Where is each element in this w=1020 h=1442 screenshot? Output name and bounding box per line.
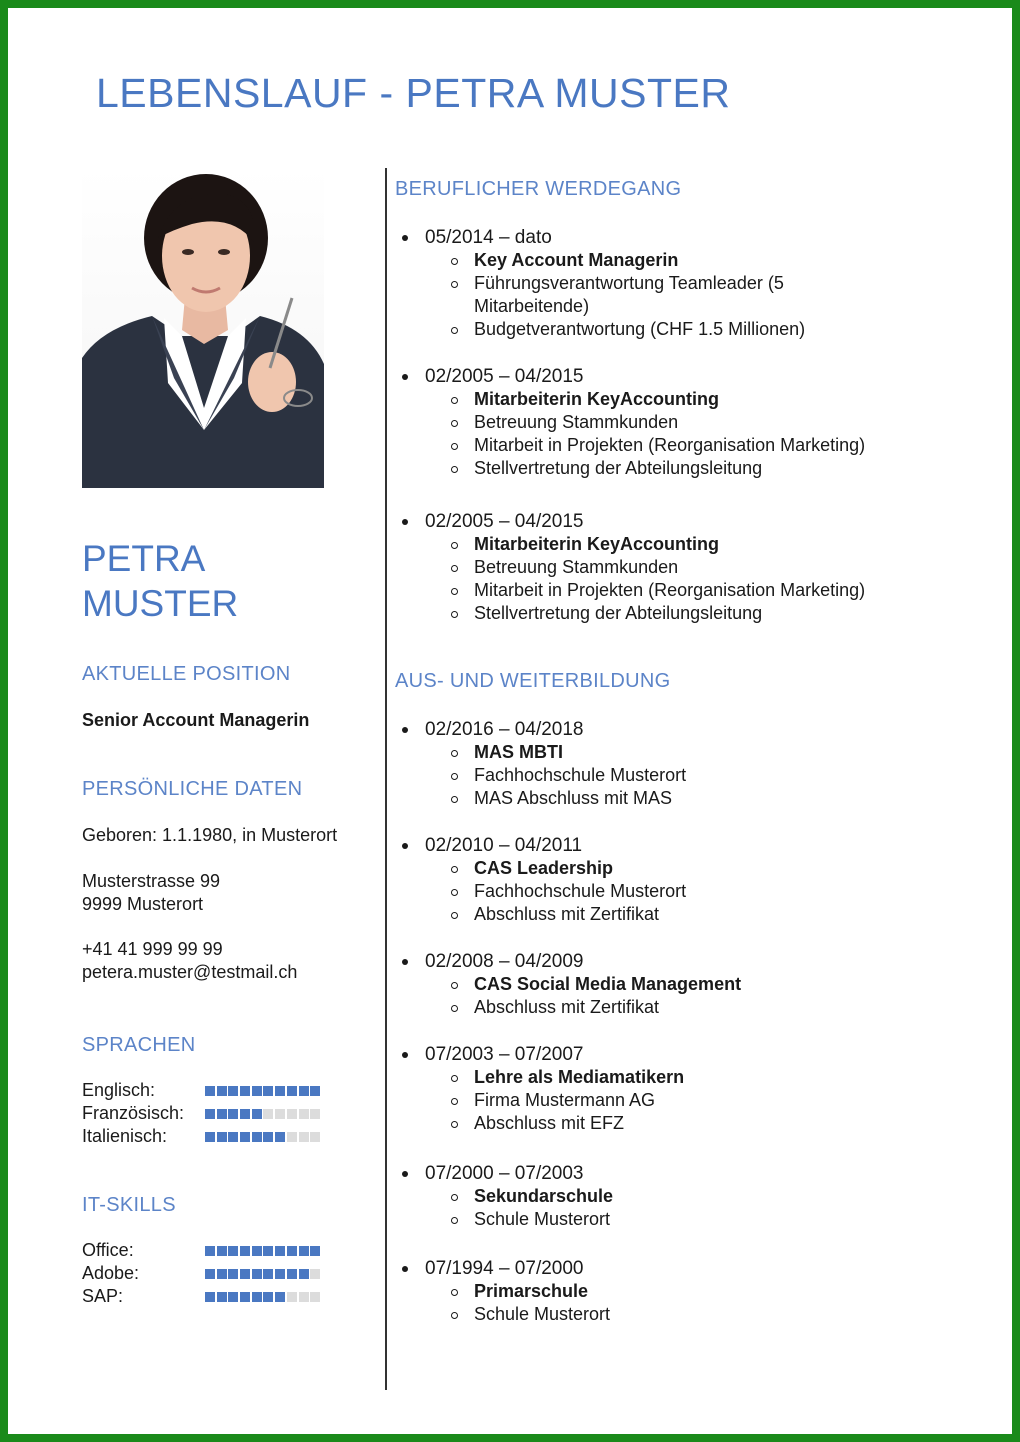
career-heading: BERUFLICHER WERDEGANG — [395, 178, 682, 200]
rating-segment — [263, 1086, 273, 1096]
rating-segment — [275, 1292, 285, 1302]
timeline-entry — [395, 834, 995, 926]
language-row — [82, 1080, 372, 1103]
entry-detail: Führungsverantwortung Teamleader (5 Mitarbeitende) — [395, 272, 894, 318]
languages-heading: SPRACHEN — [82, 1034, 196, 1056]
rating-segment — [275, 1132, 285, 1142]
it-skill-row — [82, 1263, 372, 1286]
rating-segment — [240, 1086, 250, 1096]
timeline-entry — [395, 950, 995, 1019]
rating-segment — [240, 1269, 250, 1279]
rating-segment — [299, 1269, 309, 1279]
rating-segment — [240, 1292, 250, 1302]
rating-segment — [299, 1109, 309, 1119]
rating-segment — [263, 1246, 273, 1256]
person-name — [82, 536, 238, 626]
rating-segment — [263, 1109, 273, 1119]
rating-segment — [228, 1246, 238, 1256]
entry-detail: MAS Abschluss mit MAS — [395, 787, 995, 810]
address-city: 9999 Musterort — [82, 894, 204, 914]
rating-segment — [287, 1269, 297, 1279]
rating-segment — [275, 1086, 285, 1096]
entry-detail: Abschluss mit Zertifikat — [395, 996, 995, 1019]
rating-segment — [263, 1132, 273, 1142]
it-skill-label: Adobe: — [82, 1263, 140, 1283]
rating-segment — [299, 1246, 309, 1256]
it-skill-rating-bar — [205, 1292, 320, 1302]
entry-detail: Stellvertretung der Abteilungsleitung — [395, 457, 995, 480]
entry-detail: Budgetverantwortung (CHF 1.5 Millionen) — [395, 318, 995, 341]
current-position-heading: AKTUELLE POSITION — [82, 663, 291, 685]
entry-detail: Mitarbeit in Projekten (Reorganisation Marketing) — [395, 579, 995, 602]
rating-segment — [275, 1109, 285, 1119]
timeline-entry — [395, 1043, 995, 1135]
address-street: Musterstrasse 99 — [82, 871, 221, 891]
entry-date: 02/2010 – 04/2011 — [395, 834, 995, 857]
language-row — [82, 1103, 372, 1126]
rating-segment — [299, 1292, 309, 1302]
entry-detail: Schule Musterort — [395, 1303, 995, 1326]
timeline-entry — [395, 718, 995, 810]
rating-segment — [217, 1292, 227, 1302]
column-divider — [385, 168, 387, 1390]
rating-segment — [310, 1246, 320, 1256]
rating-segment — [240, 1246, 250, 1256]
entry-date: 05/2014 – dato — [395, 226, 995, 249]
rating-segment — [275, 1269, 285, 1279]
rating-segment — [240, 1132, 250, 1142]
language-label: Französisch: — [82, 1103, 185, 1123]
it-skill-rating-bar — [205, 1269, 320, 1279]
language-row — [82, 1126, 372, 1149]
portrait-illustration — [82, 168, 324, 488]
entry-title: CAS Leadership — [395, 857, 995, 880]
personal-data-heading: PERSÖNLICHE DATEN — [82, 778, 303, 800]
entry-date: 02/2005 – 04/2015 — [395, 510, 995, 533]
rating-segment — [217, 1246, 227, 1256]
current-position-value: Senior Account Managerin — [82, 710, 310, 730]
entry-date: 02/2005 – 04/2015 — [395, 365, 995, 388]
rating-segment — [263, 1292, 273, 1302]
it-skill-row — [82, 1286, 372, 1309]
birth-info: Geboren: 1.1.1980, in Musterort — [82, 825, 338, 845]
rating-segment — [310, 1292, 320, 1302]
rating-segment — [228, 1086, 238, 1096]
profile-photo — [82, 168, 324, 488]
rating-segment — [252, 1109, 262, 1119]
it-skill-rating-bar — [205, 1246, 320, 1256]
rating-segment — [299, 1132, 309, 1142]
rating-segment — [310, 1132, 320, 1142]
rating-segment — [205, 1269, 215, 1279]
email-address: petera.muster@testmail.ch — [82, 962, 298, 982]
rating-segment — [205, 1246, 215, 1256]
entry-detail: Abschluss mit EFZ — [395, 1112, 995, 1135]
entry-title: Mitarbeiterin KeyAccounting — [395, 388, 995, 411]
rating-segment — [228, 1292, 238, 1302]
entry-detail: Betreuung Stammkunden — [395, 411, 995, 434]
language-rating-bar — [205, 1132, 320, 1142]
timeline-entry — [395, 365, 995, 480]
entry-detail: Schule Musterort — [395, 1208, 995, 1231]
it-skills-heading: IT-SKILLS — [82, 1194, 176, 1216]
rating-segment — [287, 1246, 297, 1256]
rating-segment — [252, 1269, 262, 1279]
it-skill-label: SAP: — [82, 1286, 124, 1306]
rating-segment — [310, 1269, 320, 1279]
rating-segment — [252, 1132, 262, 1142]
phone-number: +41 41 999 99 99 — [82, 939, 223, 959]
it-skill-row — [82, 1240, 372, 1263]
rating-segment — [205, 1109, 215, 1119]
rating-segment — [299, 1086, 309, 1096]
entry-detail: Abschluss mit Zertifikat — [395, 903, 995, 926]
rating-segment — [205, 1132, 215, 1142]
language-label: Italienisch: — [82, 1126, 168, 1146]
entry-detail: Firma Mustermann AG — [395, 1089, 995, 1112]
resume-page — [8, 8, 1012, 1434]
rating-segment — [287, 1132, 297, 1142]
entry-date: 02/2016 – 04/2018 — [395, 718, 995, 741]
language-rating-bar — [205, 1086, 320, 1096]
rating-segment — [228, 1269, 238, 1279]
rating-segment — [217, 1269, 227, 1279]
rating-segment — [287, 1086, 297, 1096]
rating-segment — [240, 1109, 250, 1119]
rating-segment — [287, 1292, 297, 1302]
rating-segment — [205, 1086, 215, 1096]
last-name: MUSTER — [82, 583, 239, 624]
rating-segment — [287, 1109, 297, 1119]
rating-segment — [252, 1086, 262, 1096]
entry-title: Sekundarschule — [395, 1185, 995, 1208]
rating-segment — [205, 1292, 215, 1302]
entry-title: Mitarbeiterin KeyAccounting — [395, 533, 995, 556]
entry-detail: Betreuung Stammkunden — [395, 556, 995, 579]
rating-segment — [252, 1246, 262, 1256]
education-heading: AUS- UND WEITERBILDUNG — [395, 670, 671, 692]
rating-segment — [217, 1109, 227, 1119]
entry-date: 02/2008 – 04/2009 — [395, 950, 995, 973]
entry-title: Primarschule — [395, 1280, 995, 1303]
entry-detail: Fachhochschule Musterort — [395, 764, 995, 787]
entry-date: 07/1994 – 07/2000 — [395, 1257, 995, 1280]
language-rating-bar — [205, 1109, 320, 1119]
entry-date: 07/2000 – 07/2003 — [395, 1162, 995, 1185]
entry-detail: Mitarbeit in Projekten (Reorganisation Marketing) — [395, 434, 995, 457]
rating-segment — [310, 1109, 320, 1119]
entry-title: Key Account Managerin — [395, 249, 995, 272]
document-title: LEBENSLAUF - PETRA MUSTER — [96, 70, 731, 116]
rating-segment — [263, 1269, 273, 1279]
entry-title: Lehre als Mediamatikern — [395, 1066, 995, 1089]
entry-date: 07/2003 – 07/2007 — [395, 1043, 995, 1066]
entry-title: MAS MBTI — [395, 741, 995, 764]
timeline-entry — [395, 1257, 995, 1326]
timeline-entry — [395, 1162, 995, 1231]
entry-detail: Fachhochschule Musterort — [395, 880, 995, 903]
timeline-entry — [395, 226, 995, 341]
rating-segment — [252, 1292, 262, 1302]
language-label: Englisch: — [82, 1080, 156, 1100]
timeline-entry — [395, 510, 995, 625]
rating-segment — [217, 1132, 227, 1142]
it-skill-label: Office: — [82, 1240, 134, 1260]
entry-title: CAS Social Media Management — [395, 973, 995, 996]
rating-segment — [275, 1246, 285, 1256]
first-name: PETRA — [82, 538, 206, 579]
entry-detail: Stellvertretung der Abteilungsleitung — [395, 602, 995, 625]
rating-segment — [310, 1086, 320, 1096]
rating-segment — [217, 1086, 227, 1096]
rating-segment — [228, 1132, 238, 1142]
rating-segment — [228, 1109, 238, 1119]
